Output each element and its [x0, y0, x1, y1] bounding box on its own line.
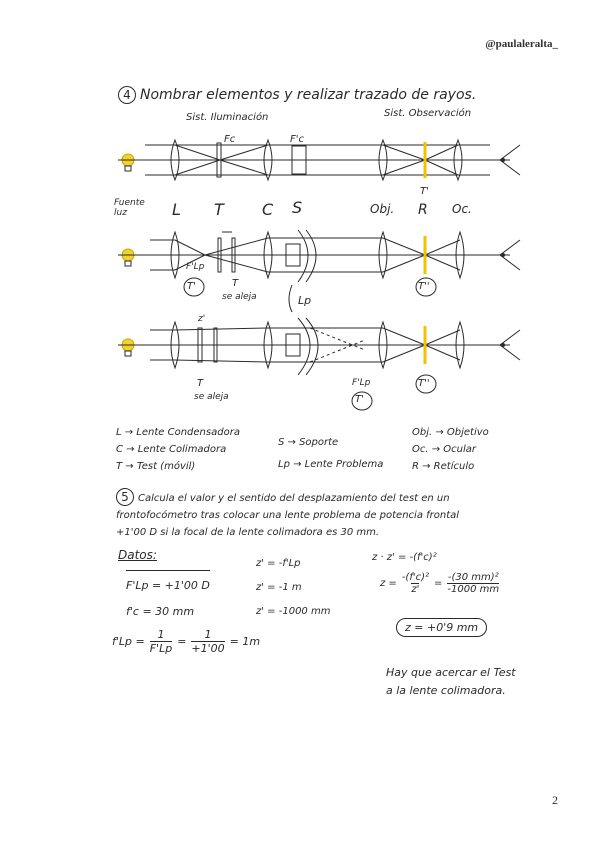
- t-prime-label: T': [420, 186, 429, 197]
- legend-l: L → Lente Condensadora: [116, 427, 240, 438]
- legend-s: S → Soporte: [278, 437, 339, 448]
- formula-f-den-2: +1'00: [191, 642, 225, 655]
- legend-col-3: [412, 424, 489, 475]
- label-c: C: [262, 200, 274, 219]
- z-calc-den-1: z': [411, 584, 420, 595]
- label-r: R: [418, 202, 428, 218]
- light-source-line-1: Fuente: [114, 198, 145, 208]
- author-handle: @paulaleralta_: [485, 38, 558, 50]
- ex5-line-1-text: Calcula el valor y el sentido del desplazamiento del test en un: [138, 493, 450, 504]
- label-t: T: [214, 200, 224, 219]
- result-box: z = +0'9 mm: [396, 618, 487, 637]
- label-oc: Oc.: [452, 202, 472, 216]
- newton-equation: z · z' = -(f'c)²: [372, 552, 437, 563]
- legend-oc: Oc. → Ocular: [412, 444, 477, 455]
- formula-f: [112, 628, 260, 655]
- formula-f-eq: =: [177, 635, 187, 648]
- d2-lp-label: Lp: [298, 294, 312, 307]
- fc-label: Fc: [224, 134, 236, 145]
- ex5-line-1: [116, 488, 459, 507]
- label-s: S: [292, 198, 303, 217]
- page-number: 2: [552, 793, 558, 807]
- d3-fp-label: F'Lp: [352, 378, 371, 388]
- formula-f-den-1: F'Lp: [149, 642, 173, 655]
- fc-prime-label: F'c: [290, 134, 304, 145]
- z-calc-den-2: -1000 mm: [447, 584, 500, 595]
- legend-col-1: [116, 424, 240, 475]
- formula-f-lhs: f'Lp =: [112, 635, 145, 648]
- d2-t-circle-label: T': [187, 281, 196, 292]
- legend-lp: Lp → Lente Problema: [278, 459, 384, 470]
- datos-title: Datos:: [118, 548, 157, 562]
- formula-f-result: = 1m: [229, 635, 261, 648]
- formula-f-frac-1: [150, 628, 172, 655]
- datos-list: [126, 570, 210, 625]
- mid-eq-2: z' = -1 m: [256, 582, 302, 593]
- conclusion-line-1: Hay que acercar el Test: [386, 666, 516, 679]
- ex5-line-3: +1'00 D si la focal de la lente colimadora es 30 mm.: [116, 527, 380, 538]
- d3-t-label: T: [197, 378, 204, 389]
- formula-f-num-2: 1: [204, 628, 212, 641]
- light-source-line-2: luz: [114, 208, 127, 218]
- sys-illumination-label: Sist. Iluminación: [186, 112, 269, 123]
- formula-f-frac-2: [191, 628, 224, 655]
- conclusion: [386, 664, 516, 700]
- z-calc-eq: =: [434, 578, 443, 589]
- legend-t: T → Test (móvil): [116, 461, 196, 472]
- legend-col-2: [278, 432, 383, 476]
- mid-eq-1: z' = -f'Lp: [256, 558, 301, 569]
- legend-obj: Obj. → Objetivo: [412, 427, 489, 438]
- z-calc-frac-2: [447, 572, 499, 595]
- d2-fp-label: F'Lp: [186, 262, 205, 272]
- sys-observation-label: Sist. Observación: [384, 108, 472, 119]
- datos-focal: f'c = 30 mm: [126, 605, 195, 618]
- label-l: L: [172, 200, 181, 219]
- ex5-line-2: frontofocómetro tras colocar una lente problema de potencia frontal: [116, 510, 460, 521]
- mid-equations: [256, 552, 330, 624]
- d2-t-dbl-label: T'': [418, 281, 430, 292]
- d3-caption: se aleja: [194, 392, 229, 402]
- d3-z-label: z': [198, 314, 206, 324]
- datos-power: F'Lp = +1'00 D: [126, 570, 210, 599]
- legend-r: R → Retículo: [412, 461, 475, 472]
- z-calc-num-2: -(30 mm)²: [447, 572, 499, 583]
- mid-eq-3: z' = -1000 mm: [256, 606, 331, 617]
- conclusion-line-2: a la lente colimadora.: [386, 684, 506, 697]
- label-obj: Obj.: [370, 202, 395, 216]
- z-calc-lhs: z =: [380, 578, 397, 589]
- ex4-title-text: Nombrar elementos y realizar trazado de rayos.: [140, 87, 477, 103]
- z-calc-num-1: -(f'c)²: [401, 572, 429, 583]
- d3-t-circle-label: T': [355, 394, 364, 405]
- z-calculation: [380, 572, 499, 595]
- formula-f-num-1: 1: [157, 628, 165, 641]
- legend-c: C → Lente Colimadora: [116, 444, 227, 455]
- d2-caption: se aleja: [222, 292, 257, 302]
- ex5-number: 5: [116, 488, 134, 506]
- d2-t-label: T: [232, 278, 239, 289]
- d3-t-dbl-label: T'': [418, 378, 430, 389]
- ex5-statement: [116, 488, 459, 541]
- z-calc-frac-1: [402, 572, 429, 595]
- ex4-number: 4: [118, 86, 136, 104]
